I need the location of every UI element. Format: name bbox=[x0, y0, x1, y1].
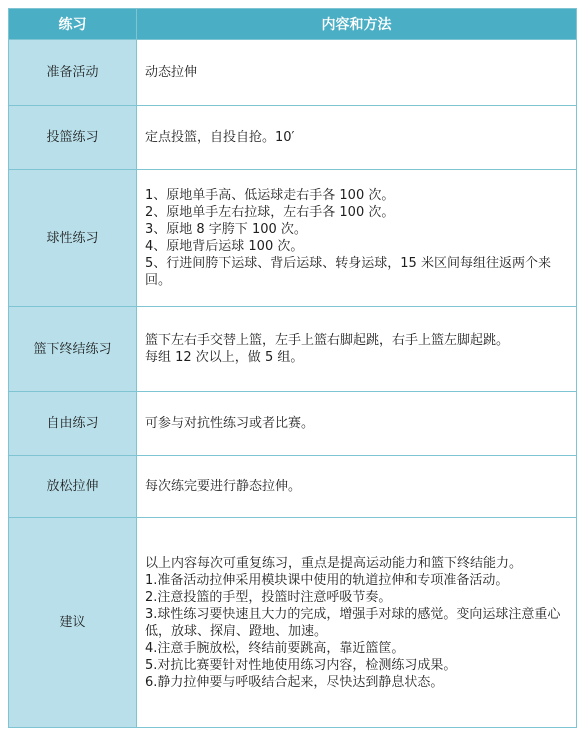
row-content bbox=[137, 40, 577, 106]
content-line: 篮下左右手交替上篮，左手上篮右脚起跳，右手上篮左脚起跳。 bbox=[145, 333, 510, 348]
table-row bbox=[9, 170, 577, 307]
row-content bbox=[137, 518, 577, 728]
table-row bbox=[9, 456, 577, 518]
content-line: 以上内容每次可重复练习，重点是提高运动能力和篮下终结能力。 bbox=[145, 555, 523, 571]
header-exercise: 练习 bbox=[9, 9, 137, 40]
content-line: 可参与对抗性练习或者比赛。 bbox=[145, 416, 315, 431]
row-label: 球性练习 bbox=[9, 170, 137, 307]
content-line: 3.球性练习要快速且大力的完成，增强手对球的感觉。变向运球注意重心低，放球、探肩、蹬地、加速。 bbox=[145, 606, 561, 639]
content-line: 每组 12 次以上，做 5 组。 bbox=[145, 350, 304, 365]
training-plan-table bbox=[8, 8, 577, 728]
content-line: 每次练完要进行静态拉伸。 bbox=[145, 479, 302, 494]
row-label: 篮下终结练习 bbox=[9, 307, 137, 392]
content-line: 2.注意投篮的手型，投篮时注意呼吸节奏。 bbox=[145, 589, 392, 605]
row-content bbox=[137, 456, 577, 518]
table-header-row bbox=[9, 9, 577, 40]
content-line: 4.注意手腕放松，终结前要跳高，靠近篮筐。 bbox=[145, 640, 405, 656]
row-content bbox=[137, 106, 577, 170]
row-label: 建议 bbox=[9, 518, 137, 728]
header-content-method: 内容和方法 bbox=[137, 9, 577, 40]
table-row bbox=[9, 392, 577, 456]
row-content bbox=[137, 392, 577, 456]
row-label: 准备活动 bbox=[9, 40, 137, 106]
content-line: 1.准备活动拉伸采用模块课中使用的轨道拉伸和专项准备活动。 bbox=[145, 572, 509, 588]
content-line: 4、原地背后运球 100 次。 bbox=[145, 239, 304, 254]
row-content bbox=[137, 307, 577, 392]
row-content bbox=[137, 170, 577, 307]
content-line: 2、原地单手左右拉球，左右手各 100 次。 bbox=[145, 205, 395, 220]
content-line: 5、行进间胯下运球、背后运球、转身运球，15 米区间每组往返两个来回。 bbox=[145, 256, 551, 288]
table-row bbox=[9, 518, 577, 728]
content-line: 定点投篮，自投自抢。10′ bbox=[145, 130, 295, 145]
row-label: 投篮练习 bbox=[9, 106, 137, 170]
row-label: 放松拉伸 bbox=[9, 456, 137, 518]
content-line: 3、原地 8 字胯下 100 次。 bbox=[145, 222, 307, 237]
content-line: 动态拉伸 bbox=[145, 65, 198, 80]
row-label: 自由练习 bbox=[9, 392, 137, 456]
content-line: 6.静力拉伸要与呼吸结合起来，尽快达到静息状态。 bbox=[145, 674, 444, 690]
table-row bbox=[9, 106, 577, 170]
table-row bbox=[9, 40, 577, 106]
table-row bbox=[9, 307, 577, 392]
content-line: 1、原地单手高、低运球走右手各 100 次。 bbox=[145, 188, 395, 203]
content-line: 5.对抗比赛要针对性地使用练习内容，检测练习成果。 bbox=[145, 657, 457, 673]
